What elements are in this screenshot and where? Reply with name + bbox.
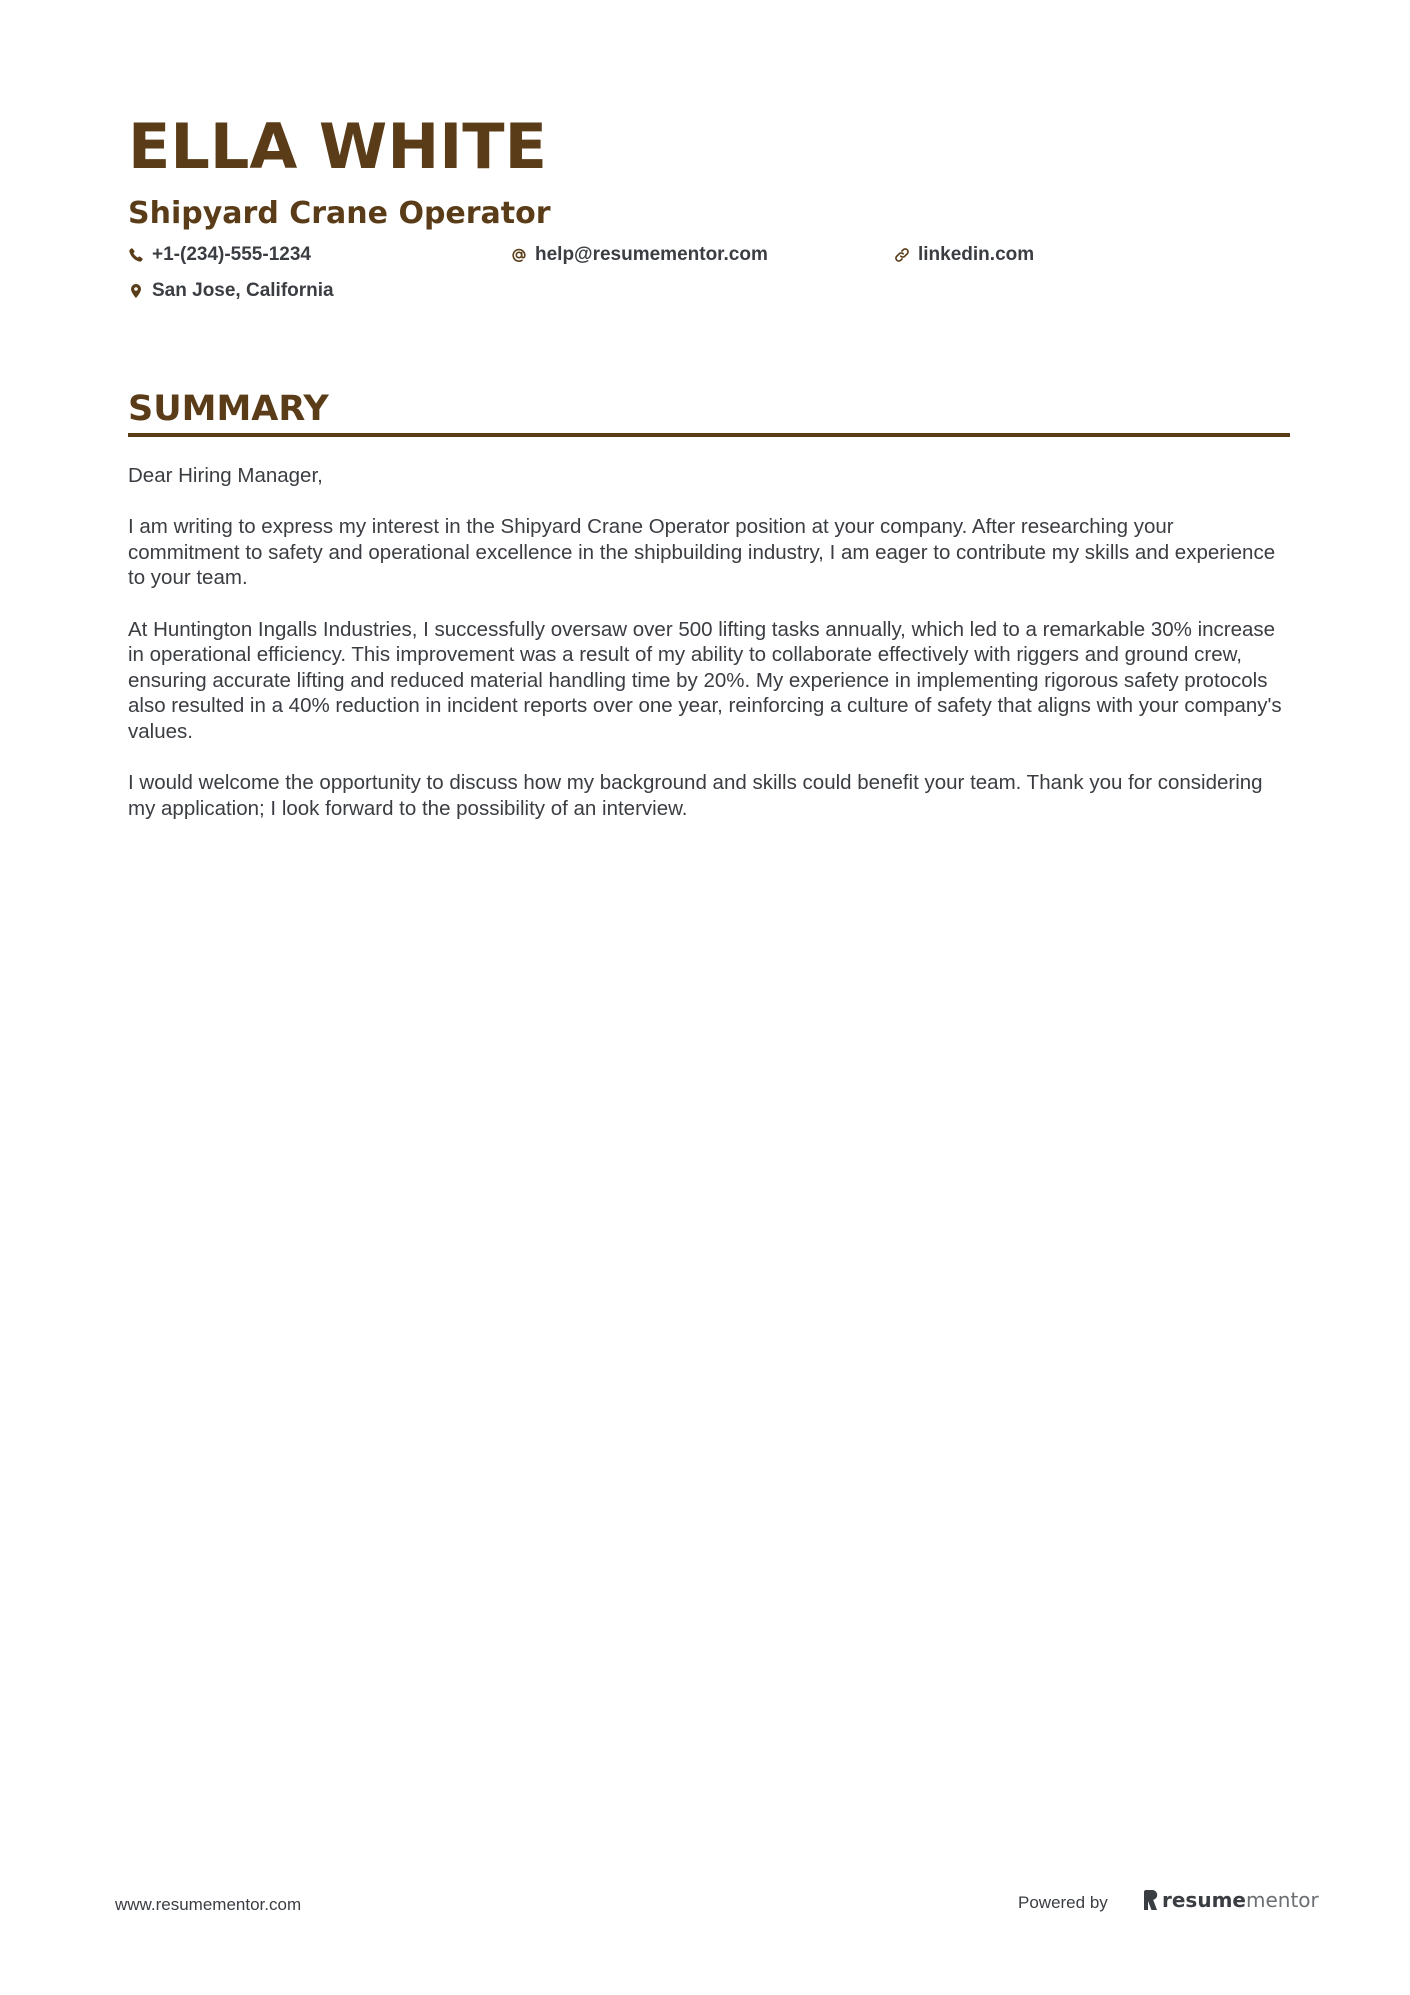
section-divider: [128, 433, 1290, 437]
contact-location: [128, 276, 334, 306]
contact-email: [511, 240, 768, 270]
candidate-name: ELLA WHITE: [128, 110, 547, 183]
map-pin-icon: [128, 283, 144, 299]
email-text[interactable]: help@resumementor.com: [535, 244, 768, 265]
brand-name-bold: resume: [1162, 1888, 1246, 1912]
link-icon: [894, 247, 910, 263]
phone-text[interactable]: +1-(234)-555-1234: [152, 244, 311, 265]
resume-header: [128, 108, 1288, 312]
at-sign-icon: [511, 247, 527, 263]
letter-paragraph: I am writing to express my interest in the Shipyard Crane Operator position at your company. After researching your commitment to safety and operational excellence in the shipbuilding industry, I am eager to contribute my skills and experience to your team.: [128, 515, 1276, 590]
brand-name-light: mentor: [1245, 1888, 1319, 1912]
letter-paragraph: At Huntington Ingalls Industries, I successfully oversaw over 500 lifting tasks annually, which led to a remarkable 30% increase in operational efficiency. This improvement was a result of my ability to collaborate effectively with riggers and ground crew, ensuring accurate lifting and reduced material handling time by 20%. My experience in implementing rigorous safety protocols also resulted in a 40% reduction in incident reports over one year, reinforcing a culture of safety that aligns with your company's values.: [128, 617, 1282, 743]
brand-logo[interactable]: [1142, 1888, 1319, 1912]
link-text[interactable]: linkedin.com: [918, 244, 1035, 265]
summary-section: [128, 387, 1290, 847]
powered-by-label: Powered by: [1018, 1893, 1108, 1912]
footer-url[interactable]: www.resumementor.com: [115, 1895, 302, 1914]
salutation: Dear Hiring Manager,: [128, 464, 323, 487]
contact-info: [128, 240, 1288, 312]
resumementor-logo-icon: [1142, 1889, 1158, 1911]
section-heading: SUMMARY: [128, 389, 329, 429]
contact-phone: [128, 240, 311, 270]
cover-letter-body: [128, 463, 1290, 821]
phone-icon: [128, 247, 144, 263]
location-text: San Jose, California: [152, 280, 334, 301]
contact-link: [894, 240, 1034, 270]
letter-paragraph: I would welcome the opportunity to discuss how my background and skills could benefit your team. Thank you for considering my application; I look forward to the possibility of an interview.: [128, 771, 1263, 820]
job-title: Shipyard Crane Operator: [128, 196, 551, 231]
